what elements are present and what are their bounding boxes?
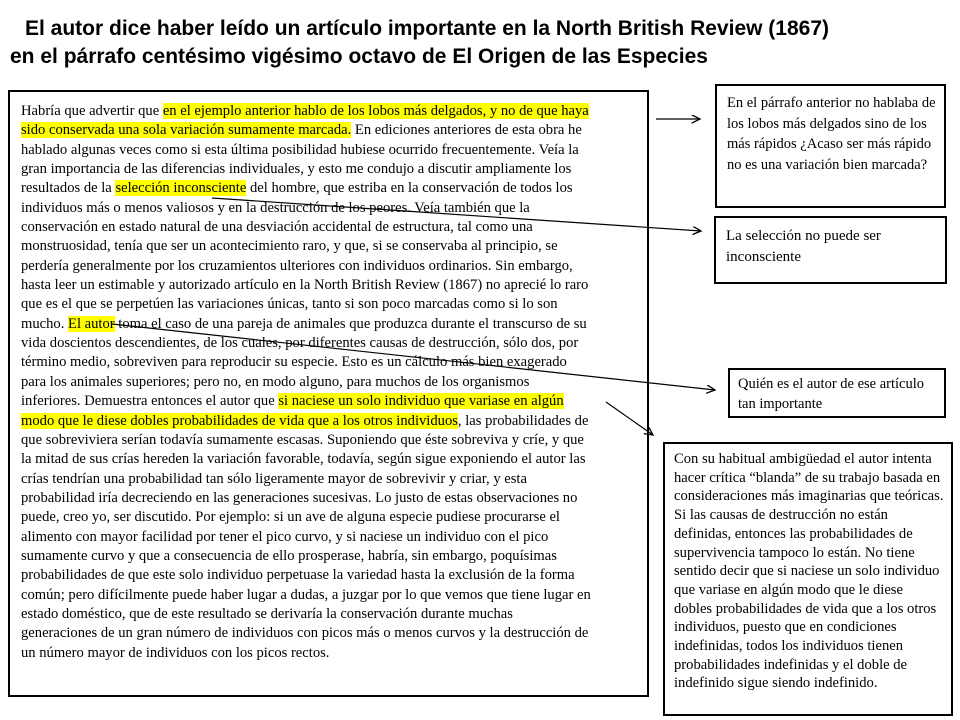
text-segment: término medio, sobreviven para reproducir su especie. Esto es un cálculo más bien exagerado xyxy=(21,354,567,371)
highlighted-text: en el ejemplo anterior hablo de los lobos más delgados, y no de que haya xyxy=(162,103,589,119)
text-segment: que sobreviviera serían todavía sumamente escasas. Suponiendo que éste sobreviva y críe, y que xyxy=(21,431,584,448)
text-segment: del hombre, que estriba en la conservación de todos los xyxy=(246,180,573,197)
text-segment: vida doscientos descendientes, de los cuales, por diferentes causas de destrucción, sólo dos, por xyxy=(21,335,579,352)
annotation-note-4: Con su habitual ambigüedad el autor intenta hacer crítica “blanda” de su trabajo basada en consideraciones más imaginarias que teóricas. Si las causas de destrucción no están definidas, entonces las probabilidades de supervivencia tampoco lo están. No tiene sentido decir que si naciese un solo individuo que variase en algún modo que le diese dobles probabilidades de vida que a los otros individuos, puesto que en condiciones indefinidas, todos los individuos tienen probabilidades indefinidas y el doble de indefinido sigue siendo indefinido. xyxy=(663,442,953,716)
text-segment: probabilidad iría decreciendo en las generaciones sucesivas. Lo justo de estas observaciones no xyxy=(21,489,578,506)
text-segment: probabilidades de que este solo individuo perpetuase la variedad hasta la exclusión de la forma xyxy=(21,567,575,584)
text-segment: Habría que advertir que xyxy=(21,103,163,119)
text-segment: gran importancia de las diferencias individuales, y esto me condujo a discutir ampliamente los xyxy=(21,161,572,178)
text-segment: conservación en estado natural de una desviación accidental de estructura, tal como una xyxy=(21,219,533,236)
text-segment: un número mayor de individuos con los picos rectos. xyxy=(21,644,330,661)
title-line-2: en el párrafo centésimo vigésimo octavo de El Origen de las Especies xyxy=(10,45,708,68)
highlighted-text: selección inconsciente xyxy=(115,180,247,197)
text-line xyxy=(21,431,639,450)
text-line xyxy=(21,489,639,508)
text-segment: perdería generalmente por los cruzamientos ulteriores con individuos ordinarios. Sin embargo, xyxy=(21,257,573,274)
text-line xyxy=(21,276,639,295)
text-segment: hablado algunas veces como si esta última posibilidad hubiese ocurrido frecuentemente. Veía la xyxy=(21,141,579,158)
text-segment: la mitad de sus crías hereden la variación favorable, todavía, según sigue exponiendo el autor las xyxy=(21,451,586,468)
text-line xyxy=(21,566,639,585)
text-line xyxy=(21,295,639,314)
text-segment: individuos más o menos valiosos y en la destrucción de los peores. Veía también que la xyxy=(21,199,530,216)
text-line xyxy=(21,102,639,121)
text-segment: mucho. xyxy=(21,315,69,332)
text-segment: , las probabilidades de xyxy=(457,412,589,429)
text-line xyxy=(21,450,639,469)
text-line xyxy=(21,199,639,218)
text-line xyxy=(21,141,639,160)
text-segment: sumamente curvo y que a consecuencia de ello prosperase, habría, sin embargo, poquísimas xyxy=(21,547,557,564)
text-line xyxy=(21,508,639,527)
text-segment: para los animales superiores; pero no, en modo alguno, para muchos de los organismos xyxy=(21,373,530,390)
text-line xyxy=(21,412,639,431)
highlighted-text: sido conservada una sola variación sumamente marcada. xyxy=(21,122,352,139)
text-line xyxy=(21,528,639,547)
text-segment: que es el que se perpetúen las variaciones únicas, tanto si son poco marcadas como si lo son xyxy=(21,296,558,313)
text-segment: hasta leer un estimable y autorizado artículo en la North British Review (1867) no aprecié lo raro xyxy=(21,277,589,294)
text-line xyxy=(21,353,639,372)
text-segment: alimento con mayor facilidad por tener el pico curvo, y si naciese un individuo con el pico xyxy=(21,528,549,545)
annotation-note-2: La selección no puede ser inconsciente xyxy=(714,216,947,284)
text-line xyxy=(21,257,639,276)
text-segment: crías tendrían una probabilidad tan sólo ligeramente mayor de sobrevivir y criar, y esta xyxy=(21,470,527,487)
text-line xyxy=(21,392,639,411)
text-line xyxy=(21,373,639,392)
text-segment: resultados de la xyxy=(21,180,116,197)
text-line xyxy=(21,121,639,140)
highlighted-text: si naciese un solo individuo que variase en algún xyxy=(278,393,564,410)
annotation-note-3: Quién es el autor de ese artículo tan importante xyxy=(728,368,946,418)
text-segment: toma el caso de una pareja de animales que produzca durante el transcurso de su xyxy=(114,315,587,332)
text-line xyxy=(21,315,639,334)
text-segment: puede, creo yo, ser discutido. Por ejemplo: si un ave de alguna especie pudiese procurarse el xyxy=(21,509,560,526)
highlighted-text: modo que le diese dobles probabilidades de vida que a los otros individuos xyxy=(21,412,458,429)
text-line xyxy=(21,218,639,237)
annotation-note-1: En el párrafo anterior no hablaba de los lobos más delgados sino de los más rápidos ¿Acaso ser más rápido no es una variación bien marcada? xyxy=(715,84,946,208)
text-segment: monstruosidad, tenía que ser un acontecimiento raro, y que, si se conservaba al principio, se xyxy=(21,238,558,255)
text-line xyxy=(21,160,639,179)
page-title xyxy=(10,15,829,71)
text-line xyxy=(21,644,639,663)
text-line xyxy=(21,334,639,353)
text-segment: En ediciones anteriores de esta obra he xyxy=(351,122,582,139)
highlighted-text: El autor xyxy=(68,315,115,332)
main-text-box xyxy=(8,90,649,697)
text-segment: estado doméstico, que de este resultado se derivaría la conservación durante muchas xyxy=(21,605,513,622)
text-line xyxy=(21,237,639,256)
text-line xyxy=(21,179,639,198)
text-line xyxy=(21,605,639,624)
text-segment: generaciones de un gran número de individuos con picos más o menos curvos y la destrucción de xyxy=(21,625,589,642)
text-line xyxy=(21,586,639,605)
text-line xyxy=(21,470,639,489)
text-line xyxy=(21,547,639,566)
text-line xyxy=(21,624,639,643)
text-segment: común; pero difícilmente puede haber lugar a dudas, a juzgar por lo que vemos que tiene lugar en xyxy=(21,586,591,603)
text-segment: inferiores. Demuestra entonces el autor que xyxy=(21,393,279,410)
title-line-1: El autor dice haber leído un artículo importante en la North British Review (1867) xyxy=(25,17,829,40)
